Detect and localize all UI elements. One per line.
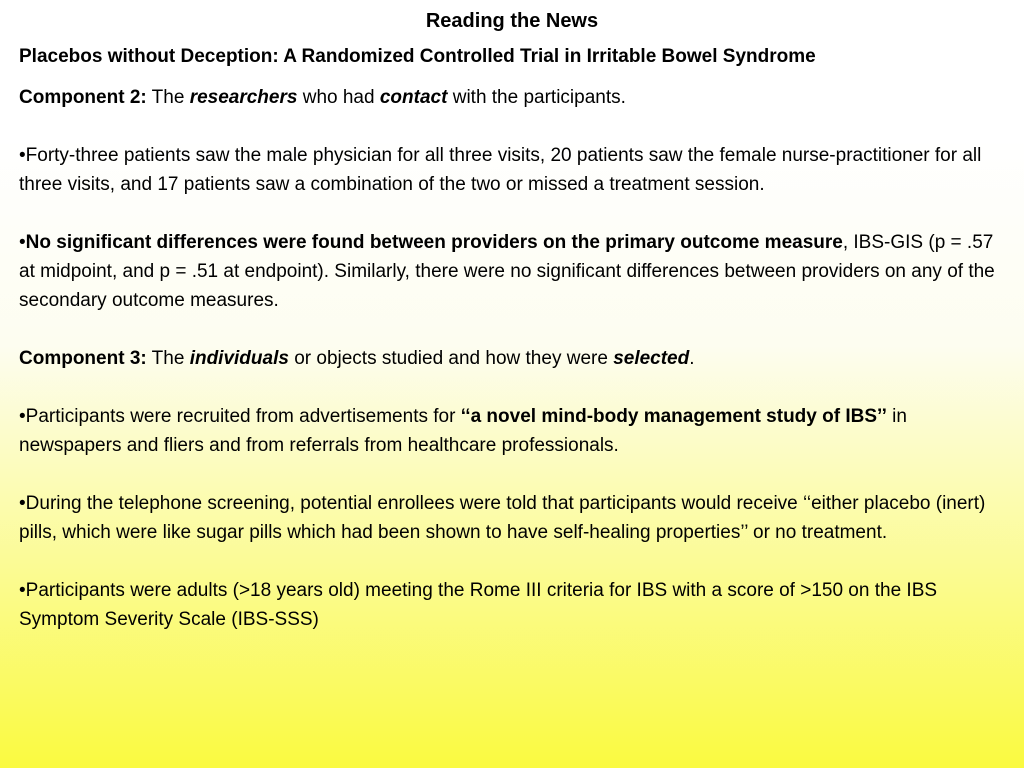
bullet-providers-visits: •Forty-three patients saw the male physician for all three visits, 20 patients saw the female nurse-practitioner for all three visits, and 17 patients saw a combination of the two or missed a treatment session. bbox=[19, 145, 982, 195]
slide-body bbox=[19, 83, 1009, 634]
bullet-recruitment bbox=[19, 402, 1009, 460]
component-3-emphasis-selected: selected bbox=[613, 348, 690, 369]
bullet-no-differences-text: , IBS-GIS (p = .57 at midpoint, and p = .51 at endpoint). Similarly, there were no significant differences between providers on any of the secondary outcome measures. bbox=[19, 232, 995, 311]
bullet-participant-criteria: •Participants were adults (>18 years old) meeting the Rome III criteria for IBS with a score of >150 on the IBS Symptom Severity Scale (IBS-SSS) bbox=[19, 580, 938, 630]
bullet-no-differences bbox=[19, 228, 1009, 315]
bullet-recruitment-text: •Participants were recruited from advertisements for bbox=[19, 406, 461, 427]
component-3-text: or objects studied and how they were bbox=[288, 348, 614, 369]
component-3-heading bbox=[19, 344, 1009, 373]
bullet-recruitment-bold: ‘‘a novel mind-body management study of IBS’’ bbox=[460, 406, 887, 427]
component-2-text: The bbox=[146, 87, 190, 108]
bullet-telephone-screening: •During the telephone screening, potential enrollees were told that participants would receive ‘‘either placebo (inert) pills, which were like sugar pills which had been shown to have self-healing properties’’ or no treatment. bbox=[19, 493, 986, 543]
component-3-emphasis-individuals: individuals bbox=[189, 348, 289, 369]
component-3-text: . bbox=[689, 348, 695, 369]
component-2-text: with the participants. bbox=[447, 87, 626, 108]
bullet-marker: • bbox=[19, 232, 26, 253]
component-2-emphasis-researchers: researchers bbox=[189, 87, 298, 108]
bullet-recruitment-text: in newspapers and fliers and from referrals from healthcare professionals. bbox=[19, 406, 907, 456]
component-2-text: who had bbox=[297, 87, 380, 108]
component-2-emphasis-contact: contact bbox=[379, 87, 448, 108]
component-3-text: The bbox=[146, 348, 190, 369]
slide-title: Reading the News bbox=[425, 10, 599, 32]
bullet-no-differences-bold: No significant differences were found between providers on the primary outcome measure bbox=[25, 232, 843, 253]
article-title: Placebos without Deception: A Randomized Controlled Trial in Irritable Bowel Syndrome bbox=[19, 46, 816, 67]
component-3-label: Component 3: bbox=[19, 348, 147, 369]
component-2-label: Component 2: bbox=[19, 87, 147, 108]
component-2-heading bbox=[19, 83, 1009, 112]
